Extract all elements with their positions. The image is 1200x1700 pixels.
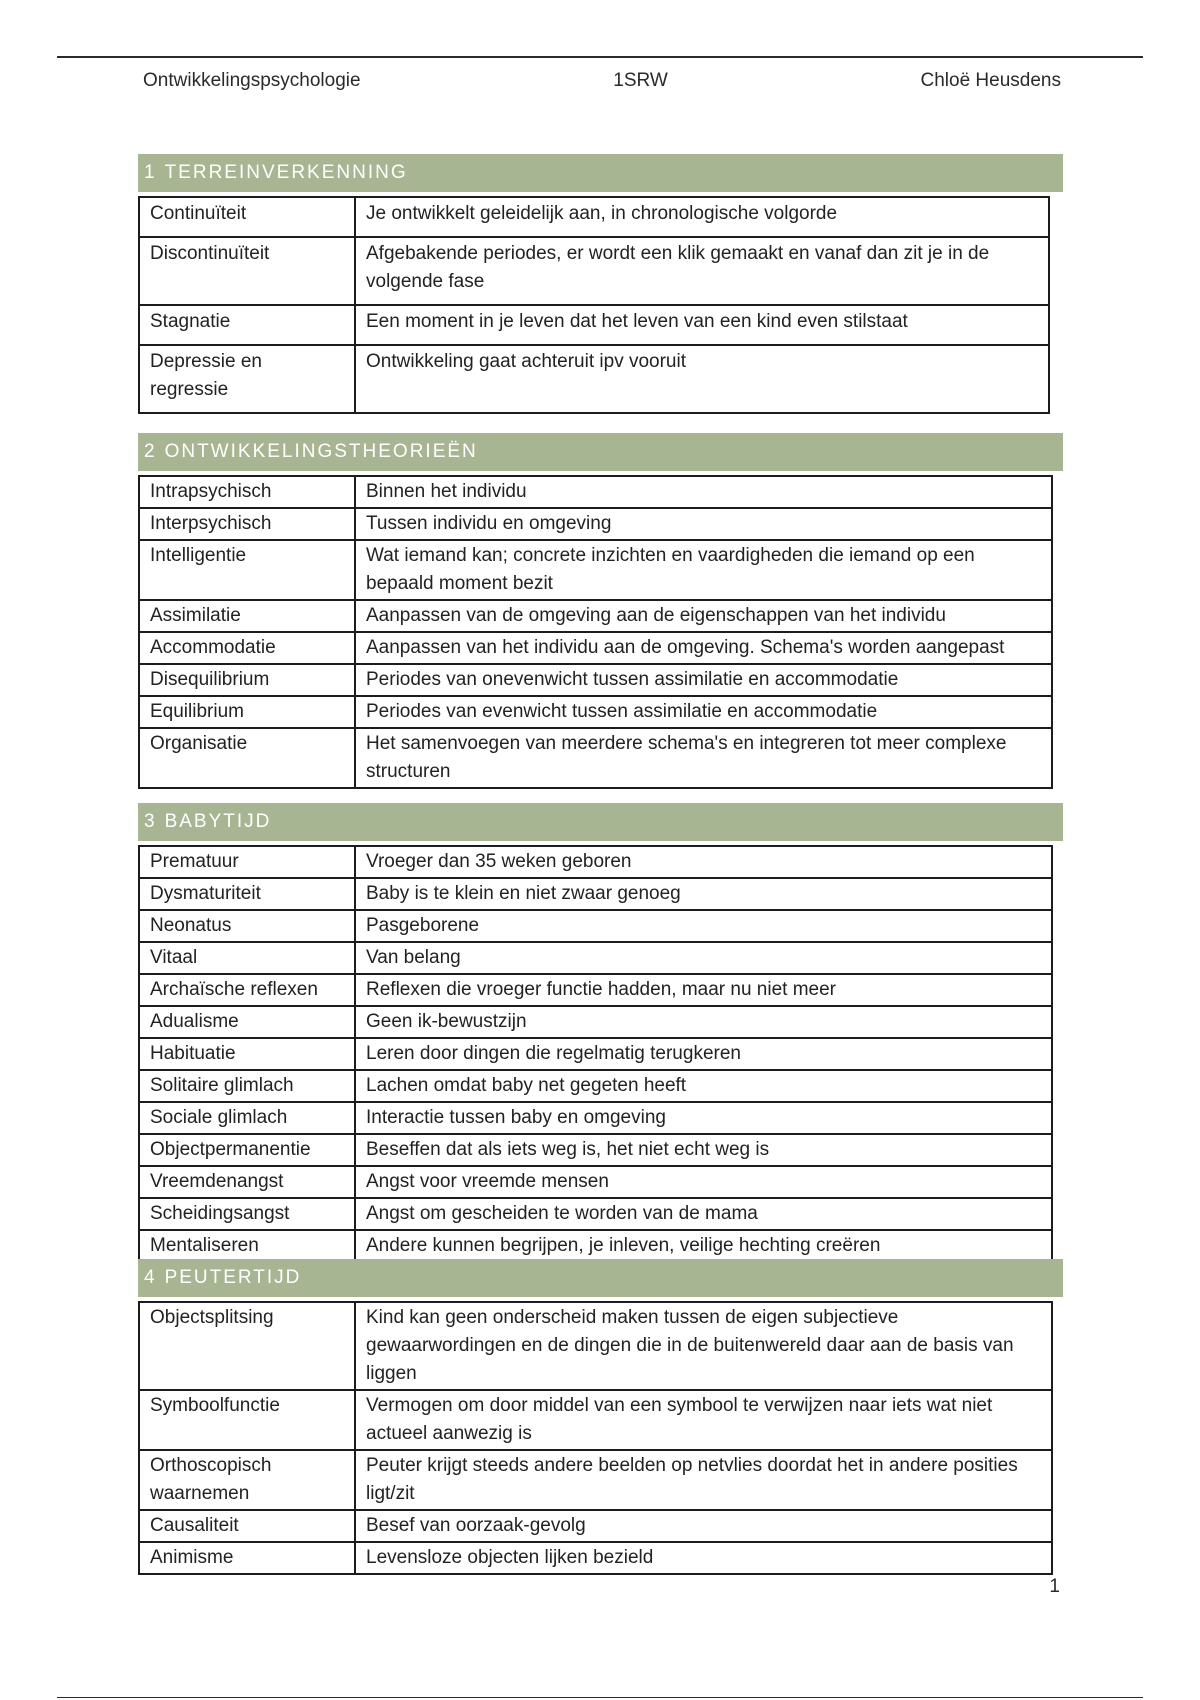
term-cell: Habituatie [139,1038,355,1070]
section-title: BABYTIJD [164,811,272,832]
definition-cell: Beseffen dat als iets weg is, het niet echt weg is [355,1134,1052,1166]
term-cell: Adualisme [139,1006,355,1038]
term-cell: Accommodatie [139,632,355,664]
section-number: 3 [144,811,157,832]
term-cell: Assimilatie [139,600,355,632]
definition-cell: Besef van oorzaak-gevolg [355,1510,1052,1542]
term-cell: Solitaire glimlach [139,1070,355,1102]
definition-cell: Angst om gescheiden te worden van de mama [355,1198,1052,1230]
table-row [139,632,1052,664]
term-cell: Symboolfunctie [139,1390,355,1450]
term-cell: Neonatus [139,910,355,942]
term-cell: Intrapsychisch [139,476,355,508]
term-cell: Animisme [139,1542,355,1574]
definition-cell: Kind kan geen onderscheid maken tussen de eigen subjectieve gewaarwordingen en de dingen die in de buitenwereld daar aan de basis van liggen [355,1302,1052,1390]
definition-cell: Interactie tussen baby en omgeving [355,1102,1052,1134]
table-row [139,942,1052,974]
table-row [139,1134,1052,1166]
term-cell: Dysmaturiteit [139,878,355,910]
table-row [139,1038,1052,1070]
term-cell: Mentaliseren [139,1230,355,1262]
term-cell: Continuïteit [139,197,355,237]
term-cell: Sociale glimlach [139,1102,355,1134]
page-number: 1 [1049,1576,1060,1597]
definition-cell: Vroeger dan 35 weken geboren [355,846,1052,878]
table-row [139,600,1052,632]
term-cell: Archaïsche reflexen [139,974,355,1006]
term-cell: Causaliteit [139,1510,355,1542]
term-cell: Objectsplitsing [139,1302,355,1390]
term-cell: Orthoscopisch waarnemen [139,1450,355,1510]
definition-cell: Angst voor vreemde mensen [355,1166,1052,1198]
definition-cell: Het samenvoegen van meerdere schema's en integreren tot meer complexe structuren [355,728,1052,788]
table-row [139,476,1052,508]
table-row [139,540,1052,600]
definition-cell: Aanpassen van de omgeving aan de eigenschappen van het individu [355,600,1052,632]
definition-cell: Een moment in je leven dat het leven van een kind even stilstaat [355,305,1049,345]
terms-table [138,475,1053,789]
table-row [139,664,1052,696]
table-row [139,1450,1052,1510]
term-cell: Intelligentie [139,540,355,600]
term-cell: Discontinuïteit [139,237,355,305]
definition-cell: Je ontwikkelt geleidelijk aan, in chronologische volgorde [355,197,1049,237]
term-cell: Equilibrium [139,696,355,728]
definition-cell: Andere kunnen begrijpen, je inleven, veilige hechting creëren [355,1230,1052,1262]
table-row [139,345,1049,413]
section-heading [138,433,1063,471]
term-cell: Vitaal [139,942,355,974]
table-row [139,1542,1052,1574]
page-header [143,70,1061,92]
table-row [139,1198,1052,1230]
table-row [139,508,1052,540]
definition-cell: Reflexen die vroeger functie hadden, maar nu niet meer [355,974,1052,1006]
section-heading [138,154,1063,192]
definition-cell: Lachen omdat baby net gegeten heeft [355,1070,1052,1102]
definition-cell: Geen ik-bewustzijn [355,1006,1052,1038]
section-title: ONTWIKKELINGSTHEORIEËN [164,441,478,462]
section-heading [138,803,1063,841]
section-number: 2 [144,441,157,462]
definition-cell: Aanpassen van het individu aan de omgeving. Schema's worden aangepast [355,632,1052,664]
table-row [139,237,1049,305]
term-cell: Prematuur [139,846,355,878]
definition-cell: Pasgeborene [355,910,1052,942]
table-row [139,878,1052,910]
term-cell: Vreemdenangst [139,1166,355,1198]
definition-cell: Peuter krijgt steeds andere beelden op netvlies doordat het in andere posities ligt/zit [355,1450,1052,1510]
definition-cell: Levensloze objecten lijken bezield [355,1542,1052,1574]
terms-table [138,1301,1053,1575]
header-class: 1SRW [613,70,668,91]
table-row [139,846,1052,878]
term-cell: Organisatie [139,728,355,788]
terms-table [138,845,1053,1263]
section-babytijd [138,803,1063,1263]
section-peutertijd [138,1259,1063,1575]
table-row [139,1166,1052,1198]
term-cell: Interpsychisch [139,508,355,540]
table-row [139,1510,1052,1542]
table-row [139,1230,1052,1262]
table-row [139,696,1052,728]
term-cell: Depressie en regressie [139,345,355,413]
definition-cell: Afgebakende periodes, er wordt een klik gemaakt en vanaf dan zit je in de volgende fase [355,237,1049,305]
table-row [139,974,1052,1006]
definition-cell: Tussen individu en omgeving [355,508,1052,540]
table-row [139,1070,1052,1102]
footer-rule [57,1697,1143,1698]
section-heading [138,1259,1063,1297]
section-title: PEUTERTIJD [164,1267,302,1288]
table-row [139,1390,1052,1450]
table-row [139,728,1052,788]
definition-cell: Vermogen om door middel van een symbool te verwijzen naar iets wat niet actueel aanwezig is [355,1390,1052,1450]
section-ontwikkelingstheorieen [138,433,1063,789]
section-terreinverkenning [138,154,1063,414]
term-cell: Scheidingsangst [139,1198,355,1230]
table-row [139,1102,1052,1134]
definition-cell: Wat iemand kan; concrete inzichten en vaardigheden die iemand op een bepaald moment bezit [355,540,1052,600]
definition-cell: Periodes van onevenwicht tussen assimilatie en accommodatie [355,664,1052,696]
table-row [139,910,1052,942]
definition-cell: Leren door dingen die regelmatig terugkeren [355,1038,1052,1070]
term-cell: Objectpermanentie [139,1134,355,1166]
definition-cell: Binnen het individu [355,476,1052,508]
definition-cell: Van belang [355,942,1052,974]
table-row [139,1302,1052,1390]
header-rule [57,56,1143,58]
header-author: Chloë Heusdens [920,70,1061,91]
definition-cell: Baby is te klein en niet zwaar genoeg [355,878,1052,910]
definition-cell: Ontwikkeling gaat achteruit ipv vooruit [355,345,1049,413]
section-number: 4 [144,1267,157,1288]
table-row [139,1006,1052,1038]
terms-table [138,196,1050,414]
definition-cell: Periodes van evenwicht tussen assimilatie en accommodatie [355,696,1052,728]
section-number: 1 [144,162,157,183]
term-cell: Stagnatie [139,305,355,345]
table-row [139,305,1049,345]
section-title: TERREINVERKENNING [164,162,408,183]
term-cell: Disequilibrium [139,664,355,696]
table-row [139,197,1049,237]
header-course: Ontwikkelingspsychologie [143,70,361,91]
